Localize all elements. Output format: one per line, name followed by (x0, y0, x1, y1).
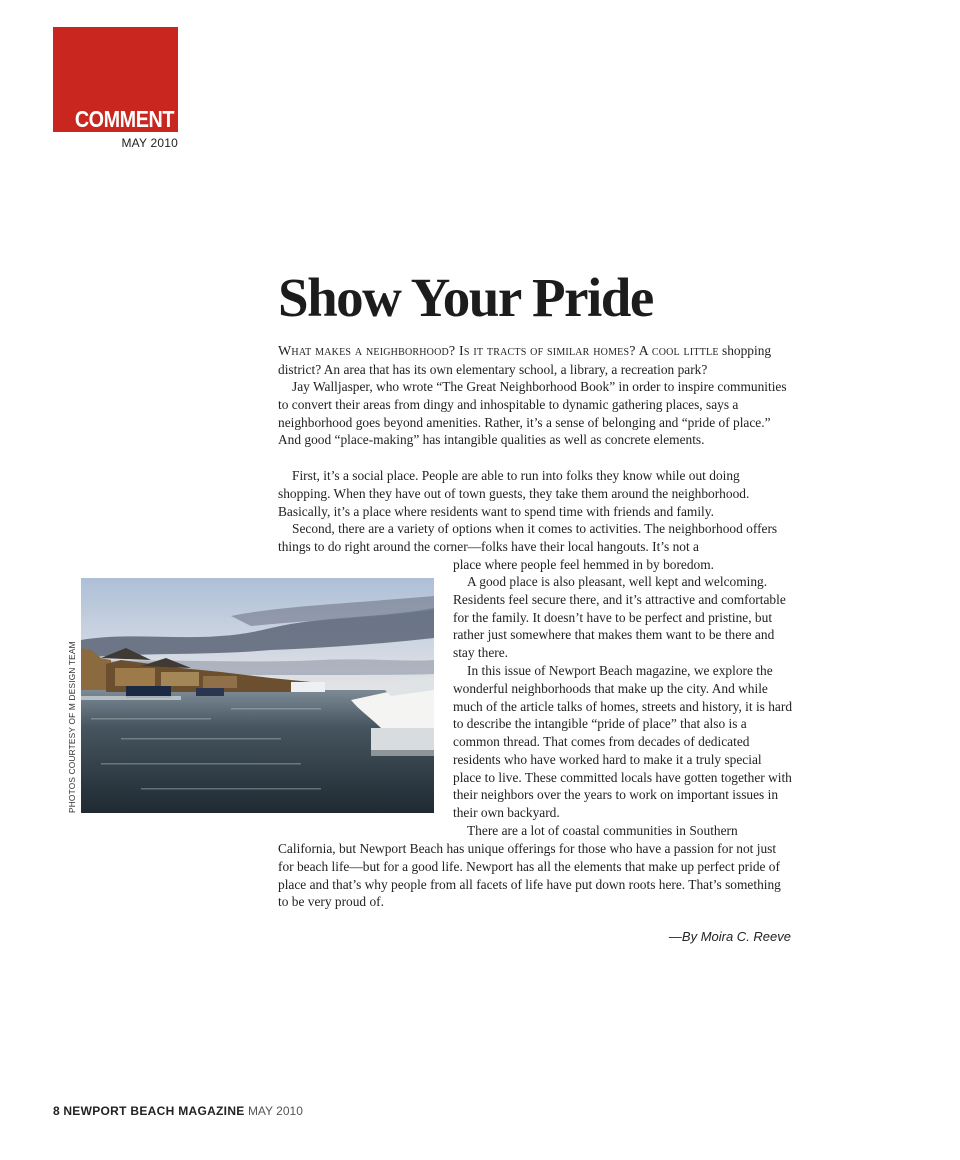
article-title: Show Your Pride (278, 267, 653, 328)
section-label: COMMENT (74, 106, 174, 132)
photo-credit: PHOTOS COURTESY OF M DESIGN TEAM (67, 641, 77, 813)
lead-in: What makes a neighborhood? Is it tracts of similar homes? A cool little (278, 344, 719, 359)
article-paragraph-1 (278, 342, 793, 379)
page-footer (53, 1104, 303, 1118)
article-paragraph-3: First, it’s a social place. People are able to run into folks they know while out doing shopping. When they have out of town guests, they take them around the neighborhood. Basically, it’s a place where residents want to spend time with friends and family. (278, 468, 750, 519)
article-paragraph-2: Jay Walljasper, who wrote “The Great Neighborhood Book” in order to inspire communities to convert their areas from dingy and inhospitable to dynamic gathering places, says a neighborhood goes beyond amenities. Rather, it’s a sense of belonging and “pride of place.” And good “place-making” has intangible qualities as well as concrete elements. (278, 379, 787, 448)
harbor-photo (81, 578, 434, 813)
article-paragraph-4: Second, there are a variety of options when it comes to activities. The neighborhood offers things to do right around the corner—folks have their local hangouts. It’s not a (278, 521, 778, 554)
page-number: 8 (53, 1104, 60, 1118)
article-paragraph-7: There are a lot of coastal communities in Southern (467, 823, 738, 838)
article-paragraph-4-continued: place where people feel hemmed in by boredom. (453, 557, 715, 572)
article-paragraph-5: A good place is also pleasant, well kept and welcoming. Residents feel secure there, and it’s attractive and comfortable for the family. It doesn’t have to be perfect and pristine, but rather just somewhere that makes them want to be there and stay there. (453, 574, 786, 660)
magazine-name: NEWPORT BEACH MAGAZINE (63, 1104, 245, 1118)
article-paragraph-7-continued: California, but Newport Beach has unique offerings for those who have a passion for not just for beach life—but for a good life. Newport has all the elements that make up perfect pride of place and that’s why people from all facets of life have put down roots here. That’s something to be very proud of. (278, 841, 781, 910)
section-block (53, 27, 178, 132)
issue-date: MAY 2010 (121, 136, 178, 150)
article-paragraph-6: In this issue of Newport Beach magazine, we explore the wonderful neighborhoods that make up the city. And while much of the article talks of homes, streets and history, it is hard to describe the intangible “pride of place” that also is a common thread. That comes from decades of dedicated residents who have worked hard to make it a truly special place to live. These committed locals have gotten together with their neighbors over the years to work on important issues in their own backyard. (453, 663, 793, 820)
footer-issue-date: MAY 2010 (247, 1104, 303, 1118)
byline: —By Moira C. Reeve (668, 929, 791, 944)
paragraph-1-rest: shopping district? An area that has its own elementary school, a library, a recreation park? (278, 343, 772, 377)
